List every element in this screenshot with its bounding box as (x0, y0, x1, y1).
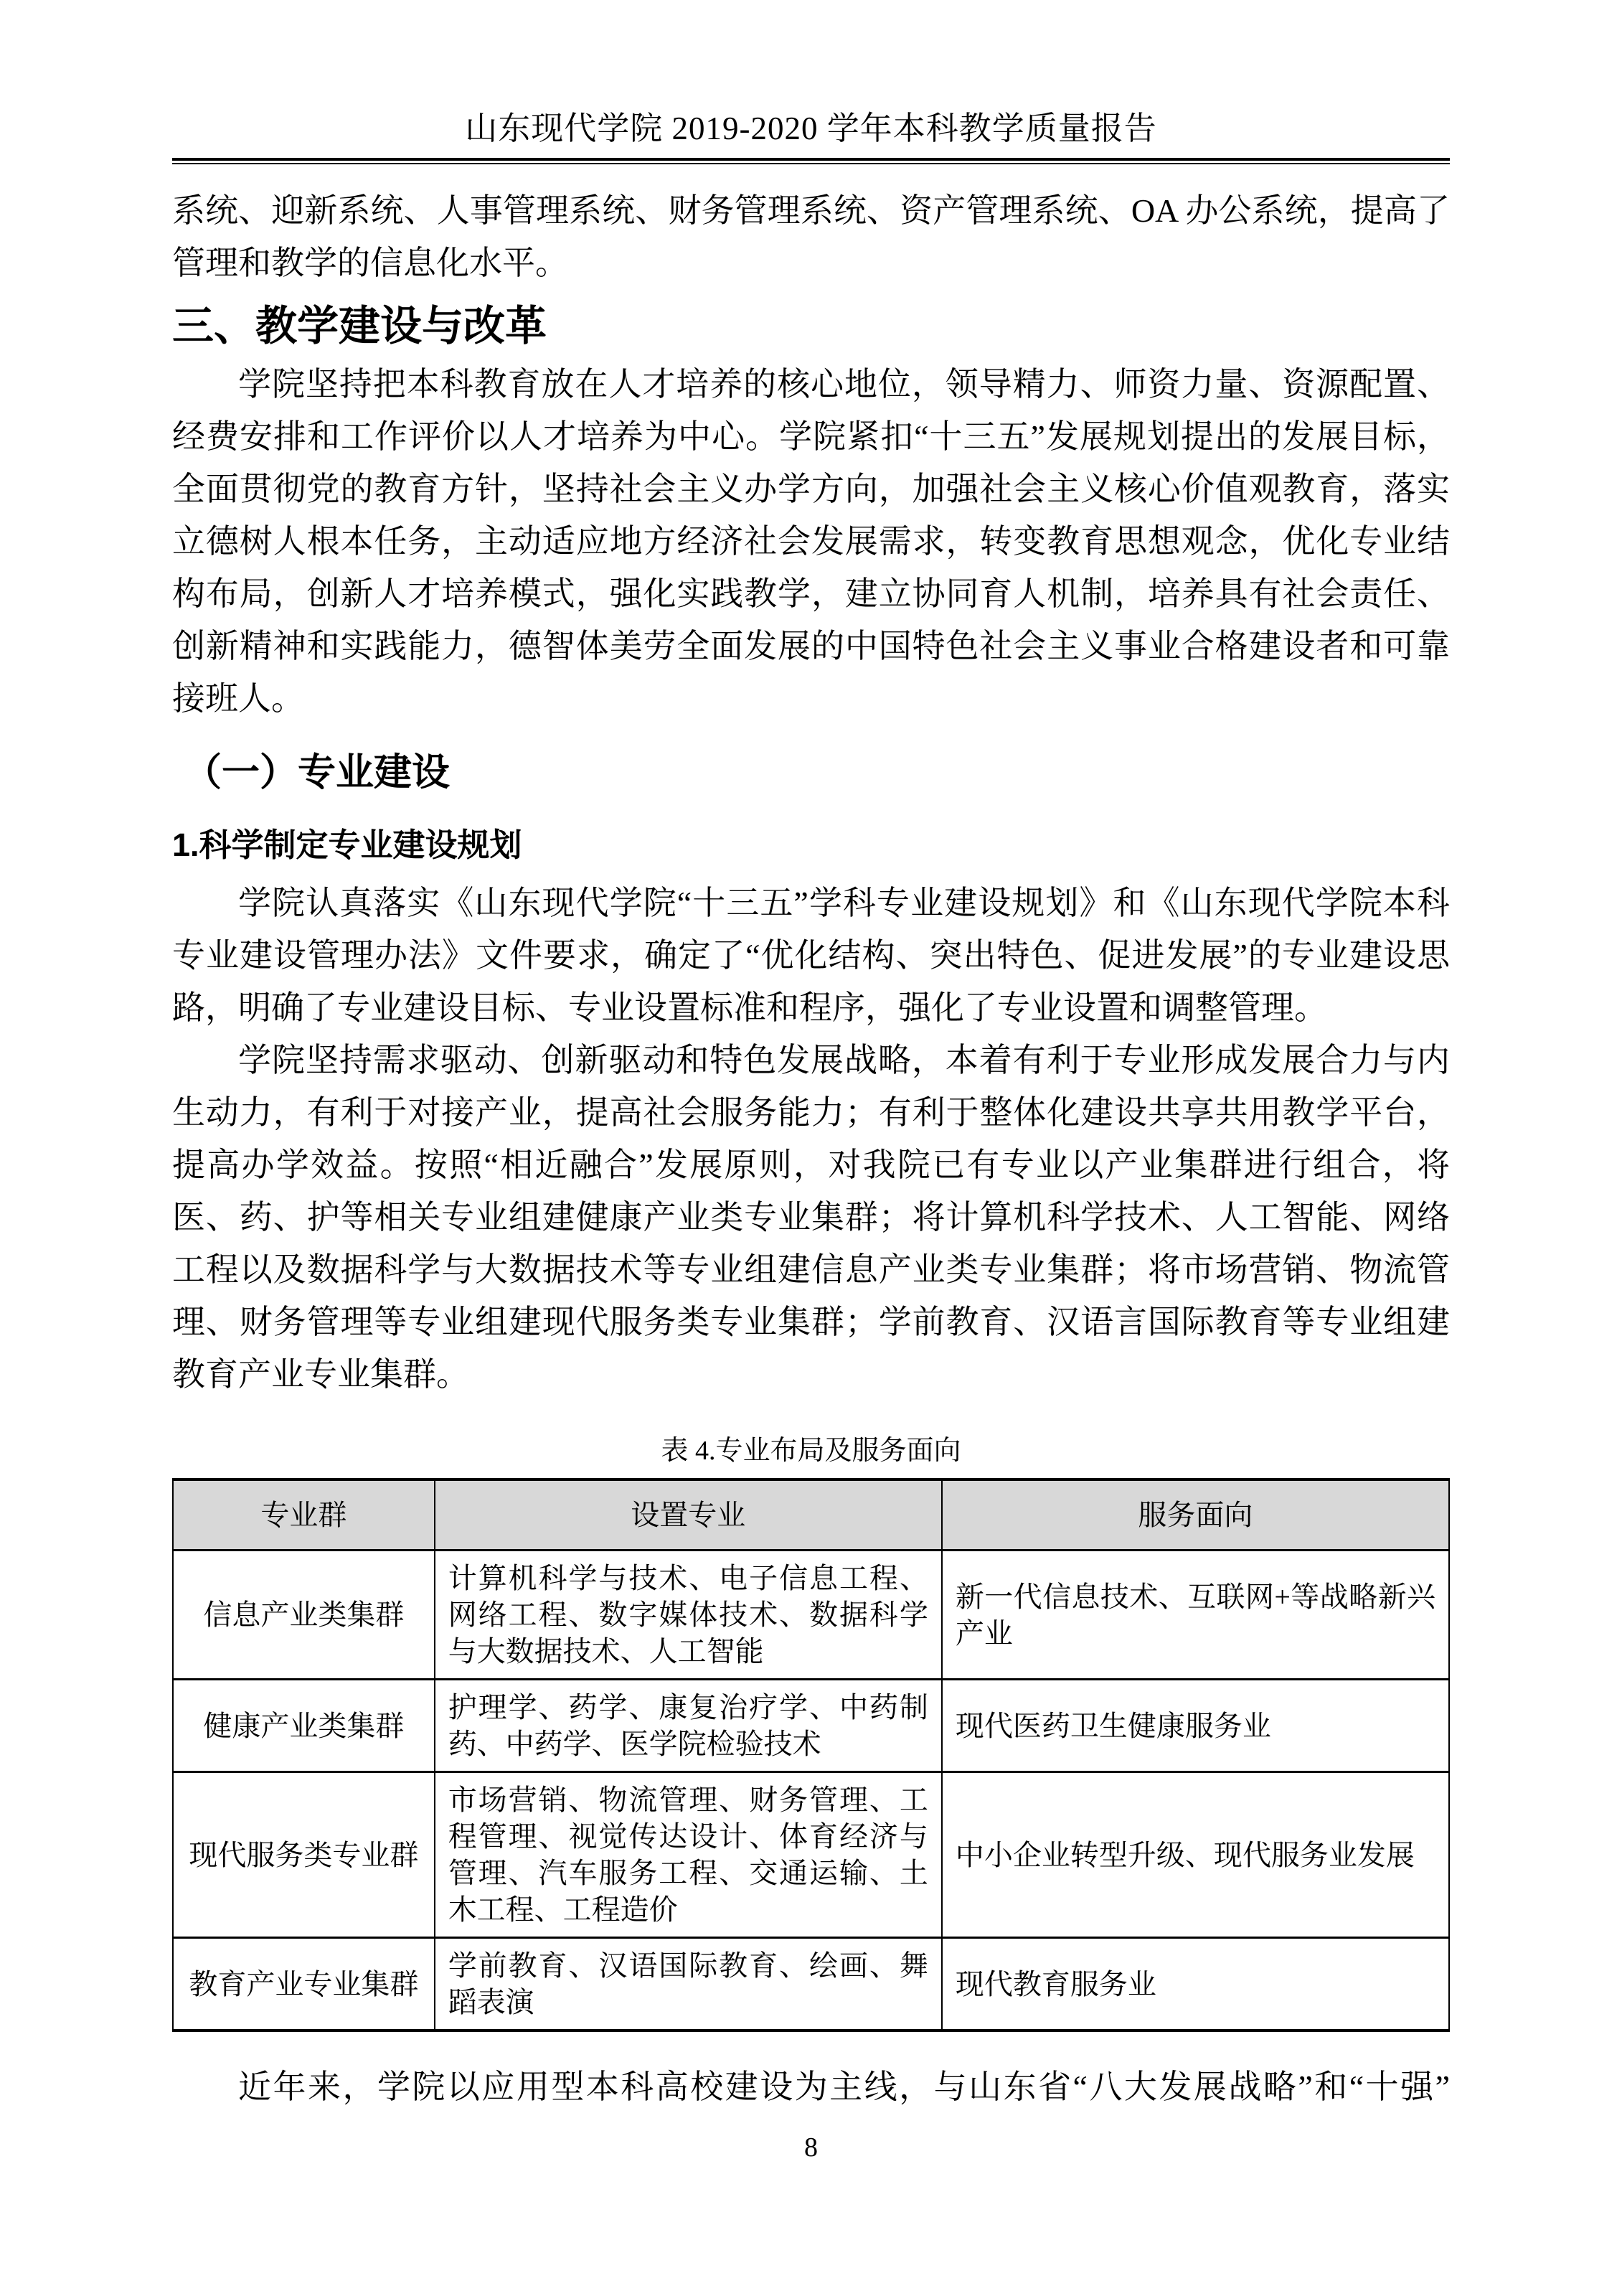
cell-service: 现代医药卫生健康服务业 (942, 1680, 1449, 1772)
cell-majors: 计算机科学与技术、电子信息工程、网络工程、数字媒体技术、数据科学与大数据技术、人工智能 (435, 1551, 942, 1680)
cell-majors: 学前教育、汉语国际教育、绘画、舞蹈表演 (435, 1938, 942, 2031)
header-rule (172, 158, 1450, 164)
cell-service: 新一代信息技术、互联网+等战略新兴产业 (942, 1551, 1449, 1680)
column-header-group: 专业群 (173, 1479, 435, 1551)
table-row (173, 1772, 1449, 1938)
paragraph-section-intro: 学院坚持把本科教育放在人才培养的核心地位，领导精力、师资力量、资源配置、经费安排和工作评价以人才培养为中心。学院紧扣“十三五”发展规划提出的发展目标，全面贯彻党的教育方针，坚持社会主义办学方向，加强社会主义核心价值观教育，落实立德树人根本任务，主动适应地方经济社会发展需求，转变教育思想观念，优化专业结构布局，创新人才培养模式，强化实践教学，建立协同育人机制，培养具有社会责任、创新精神和实践能力，德智体美劳全面发展的中国特色社会主义事业合格建设者和可靠接班人。 (172, 366, 1450, 717)
cell-service: 现代教育服务业 (942, 1938, 1449, 2031)
paragraph-closing: 近年来，学院以应用型本科高校建设为主线，与山东省“八大发展战略”和“十强” (238, 2069, 1450, 2105)
item-heading-1: 1.科学制定专业建设规划 (172, 827, 522, 863)
cell-majors: 护理学、药学、康复治疗学、中药制药、中药学、医学院检验技术 (435, 1680, 942, 1772)
paragraph-strategy: 学院坚持需求驱动、创新驱动和特色发展战略，本着有利于专业形成发展合力与内生动力，有利于对接产业，提高社会服务能力；有利于整体化建设共享共用教学平台，提高办学效益。按照“相近融合”发展原则，对我院已有专业以产业集群进行组合，将医、药、护等相关专业组建健康产业类专业集群；将计算机科学技术、人工智能、网络工程以及数据科学与大数据技术等专业组建信息产业类专业集群；将市场营销、物流管理、财务管理等专业组建现代服务类专业集群；学前教育、汉语言国际教育等专业组建教育产业专业集群。 (172, 1042, 1450, 1393)
cell-group: 教育产业专业集群 (173, 1938, 435, 2031)
table-header-row (173, 1479, 1449, 1551)
cell-majors: 市场营销、物流管理、财务管理、工程管理、视觉传达设计、体育经济与管理、汽车服务工程、交通运输、土木工程、工程造价 (435, 1772, 942, 1938)
table-row (173, 1938, 1449, 2031)
cell-group: 现代服务类专业群 (173, 1772, 435, 1938)
majors-layout-table (172, 1478, 1450, 2032)
table-row (173, 1680, 1449, 1772)
column-header-service: 服务面向 (942, 1479, 1449, 1551)
document-header-title: 山东现代学院 2019-2020 学年本科教学质量报告 (465, 110, 1157, 146)
cell-group: 信息产业类集群 (173, 1551, 435, 1680)
cell-group: 健康产业类集群 (173, 1680, 435, 1772)
section-heading-3: 三、教学建设与改革 (172, 303, 547, 349)
paragraph-plan: 学院认真落实《山东现代学院“十三五”学科专业建设规划》和《山东现代学院本科专业建设管理办法》文件要求，确定了“优化结构、突出特色、促进发展”的专业建设思路，明确了专业建设目标、专业设置标准和程序，强化了专业设置和调整管理。 (172, 885, 1450, 1026)
column-header-majors: 设置专业 (435, 1479, 942, 1551)
table-caption: 表 4.专业布局及服务面向 (661, 1436, 961, 1466)
cell-service: 中小企业转型升级、现代服务业发展 (942, 1772, 1449, 1938)
page-number: 8 (804, 2132, 818, 2163)
paragraph-systems-continuation: 系统、迎新系统、人事管理系统、财务管理系统、资产管理系统、OA 办公系统，提高了管理和教学的信息化水平。 (172, 192, 1450, 281)
subsection-heading-1: （一）专业建设 (184, 751, 450, 794)
table-row (173, 1551, 1449, 1680)
